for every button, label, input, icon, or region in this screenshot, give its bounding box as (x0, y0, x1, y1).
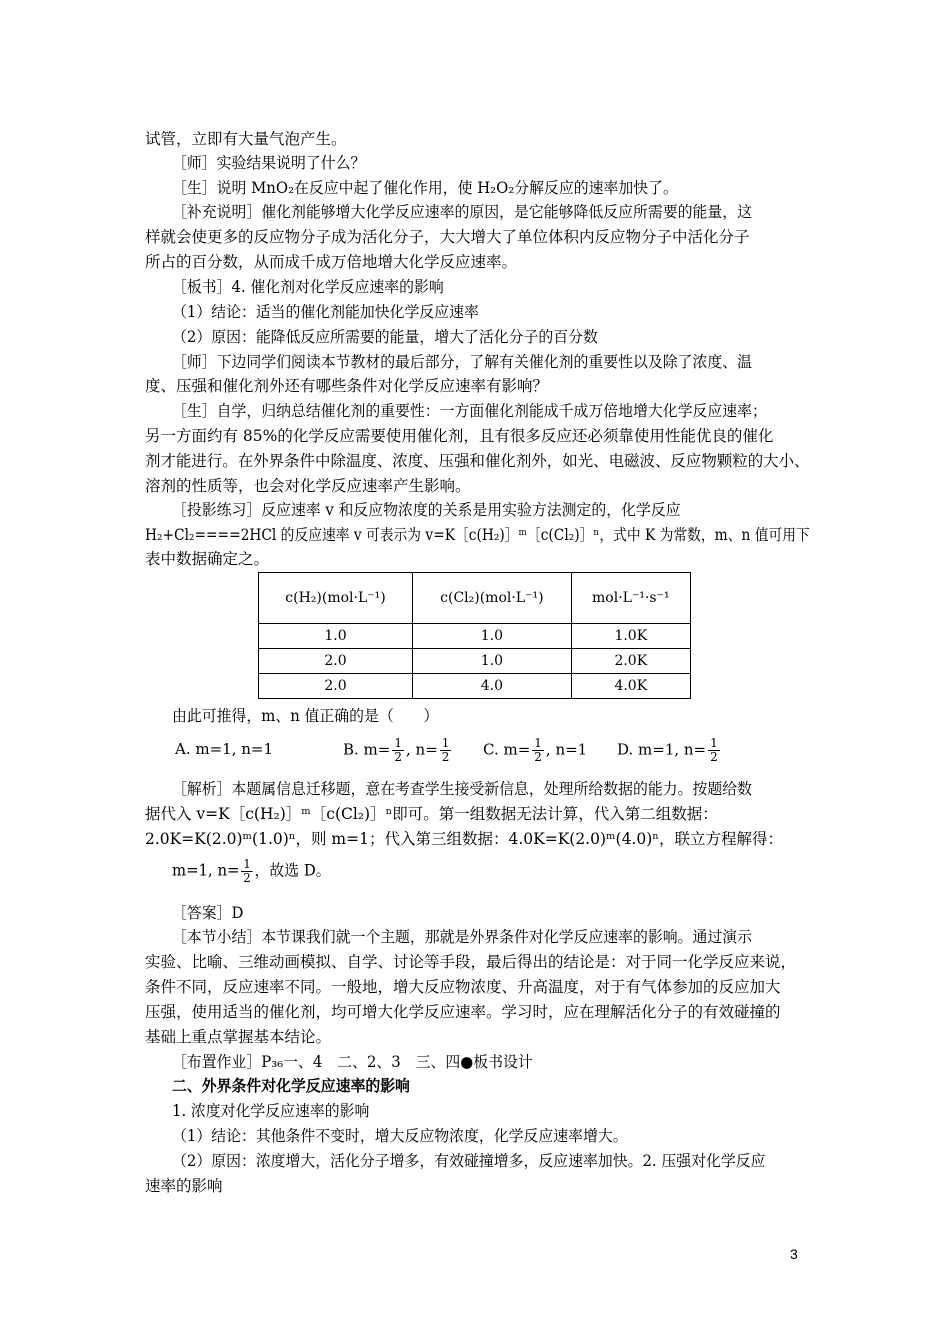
option-a-text: A. m=1, n=1 (175, 740, 274, 758)
option-b-prefix: B. m= (343, 740, 391, 759)
text-line: 表中数据确定之。 (145, 550, 270, 568)
table-header-cell: c(Cl₂)(mol·L⁻¹) (413, 573, 572, 624)
text-line: ［板书］4. 催化剂对化学反应速率的影响 (172, 278, 444, 296)
option-b-mid: , n= (406, 740, 438, 759)
fraction-denominator: 2 (441, 750, 450, 764)
fraction (532, 737, 544, 764)
formula-text: ，故选 D。 (254, 861, 331, 880)
option-b (343, 737, 453, 764)
text-line: 所占的百分数，从而成千成万倍地增大化学反应速率。 (145, 253, 518, 271)
table-cell: 1.0 (413, 649, 572, 674)
text-line: 样就会使更多的反应物分子成为活化分子，大大增大了单位体积内反应物分子中活化分子 (145, 228, 750, 246)
text-line: 速率的影响 (145, 1177, 223, 1195)
table-cell: 1.0K (571, 624, 690, 649)
text-line: ［生］说明 MnO₂在反应中起了催化作用，使 H₂O₂分解反应的速率加快了。 (172, 179, 678, 197)
fraction-numerator: 1 (441, 736, 450, 750)
option-a (175, 737, 273, 761)
table-row (259, 649, 691, 674)
table-cell: 1.0 (413, 624, 572, 649)
text-line: 试管，立即有大量气泡产生。 (145, 130, 347, 148)
table-cell: 4.0 (413, 674, 572, 699)
table-cell: 1.0 (259, 624, 413, 649)
text-line: 条件不同，反应速率不同。一般地，增大反应物浓度、升高温度，对于有气体参加的反应加大 (145, 978, 781, 996)
fraction (708, 737, 720, 764)
fraction-numerator: 1 (710, 736, 718, 750)
page-number: 3 (790, 1246, 798, 1262)
table-cell: 2.0 (259, 674, 413, 699)
fraction-denominator: 2 (243, 871, 251, 885)
text-line: （2）原因：能降低反应所需要的能量，增大了活化分子的百分数 (172, 328, 598, 346)
text-line: ［答案］D (172, 904, 244, 922)
text-line: 压强，使用适当的催化剂，均可增大化学反应速率。学习时，应在理解活化分子的有效碰撞的 (145, 1003, 781, 1021)
table-header-row (259, 573, 691, 624)
text-line: 据代入 v=K［c(H₂)］ᵐ［c(Cl₂)］ⁿ即可。第一组数据无法计算，代入第二组数据： (145, 805, 718, 823)
fraction-numerator: 1 (243, 857, 251, 871)
option-c-prefix: C. m= (483, 740, 531, 759)
text-line: ［师］下边同学们阅读本节教材的最后部分，了解有关催化剂的重要性以及除了浓度、温 (172, 353, 752, 371)
fraction-denominator: 2 (394, 750, 402, 764)
table-cell: 4.0K (571, 674, 690, 699)
text-line: 基础上重点掌握基本结论。 (145, 1028, 332, 1046)
text-line: 实验、比喻、三维动画模拟、自学、讨论等手段，最后得出的结论是：对于同一化学反应来说， (145, 953, 797, 971)
data-table (258, 572, 691, 699)
option-c (483, 737, 587, 764)
table-header-cell: mol·L⁻¹·s⁻¹ (571, 573, 690, 624)
option-d-prefix: D. m=1, n= (617, 740, 707, 759)
table-header-cell: c(H₂)(mol·L⁻¹) (259, 573, 413, 624)
text-line: ［解析］本题属信息迁移题，意在考查学生接受新信息，处理所给数据的能力。按题给数 (172, 780, 752, 798)
text-line: 2.0K=K(2.0)ᵐ(1.0)ⁿ，则 m=1；代入第三组数据：4.0K=K(2.0)ᵐ(4.0)ⁿ，联立方程解得： (145, 830, 783, 848)
text-line: （1）结论：其他条件不变时，增大反应物浓度，化学反应速率增大。 (172, 1127, 628, 1145)
text-line: 剂才能进行。在外界条件中除温度、浓度、压强和催化剂外，如光、电磁波、反应物颗粒的大小、 (145, 452, 810, 470)
fraction (392, 737, 404, 764)
option-c-suffix: , n=1 (545, 740, 588, 759)
text-line: 度、压强和催化剂外还有哪些条件对化学反应速率有影响？ (145, 377, 549, 395)
text-line: （1）结论：适当的催化剂能加快化学反应速率 (172, 303, 479, 321)
text-line: 1. 浓度对化学反应速率的影响 (172, 1102, 370, 1120)
fraction-denominator: 2 (534, 750, 542, 764)
answer-formula-line (172, 858, 810, 885)
table-row (259, 674, 691, 699)
text-line: （2）原因：浓度增大，活化分子增多，有效碰撞增多，反应速率加快。2. 压强对化学反应 (172, 1152, 766, 1170)
table-cell: 2.0 (259, 649, 413, 674)
option-d (617, 737, 722, 764)
text-line: ［生］自学，归纳总结催化剂的重要性：一方面催化剂能成千成万倍地增大化学反应速率； (172, 402, 767, 420)
question-line: 由此可推得，m、n 值正确的是（ ） (172, 707, 439, 725)
text-line: 溶剂的性质等，也会对化学反应速率产生影响。 (145, 477, 471, 495)
section-heading: 二、外界条件对化学反应速率的影响 (172, 1076, 410, 1095)
text-line: ［布置作业］P₃₆一、4 二、2、3 三、四●板书设计 (172, 1053, 533, 1071)
formula-text: m=1, n= (172, 861, 240, 880)
fraction-numerator: 1 (394, 736, 402, 750)
text-line: ［补充说明］催化剂能够增大化学反应速率的原因，是它能够降低反应所需要的能量，这 (172, 203, 752, 221)
text-line: ［师］实验结果说明了什么？ (172, 154, 366, 172)
table-row (259, 624, 691, 649)
text-line: H₂+Cl₂====2HCl 的反应速率 v 可表示为 v=K［c(H₂)］ᵐ［c(Cl₂)］ⁿ，式中 K 为常数，m、n 值可用下 (145, 526, 810, 544)
fraction (241, 858, 252, 885)
fraction-numerator: 1 (534, 736, 542, 750)
fraction (440, 737, 452, 764)
table-cell: 2.0K (571, 649, 690, 674)
text-line: 另一方面约有 85%的化学反应需要使用催化剂，且有很多反应还必须靠使用性能优良的催化 (145, 427, 774, 445)
text-line: ［本节小结］本节课我们就一个主题，那就是外界条件对化学反应速率的影响。通过演示 (172, 928, 752, 946)
text-line: ［投影练习］反应速率 v 和反应物浓度的关系是用实验方法测定的，化学反应 (172, 501, 681, 519)
fraction-denominator: 2 (710, 750, 718, 764)
